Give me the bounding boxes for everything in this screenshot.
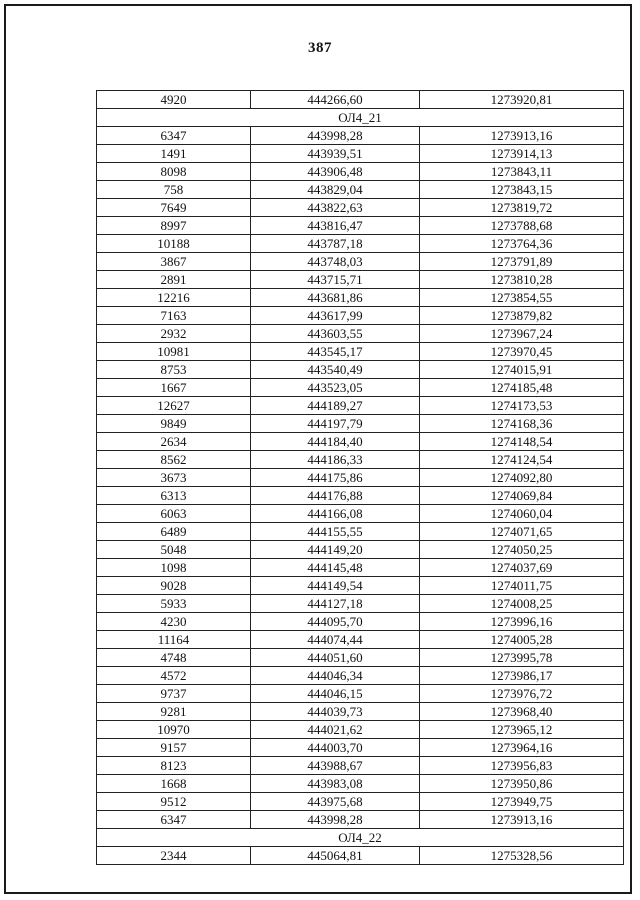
table-row: [97, 505, 624, 523]
point-number-cell: 6489: [97, 523, 251, 541]
y-coordinate-cell: 1274185,48: [420, 379, 624, 397]
point-number-cell: 11164: [97, 631, 251, 649]
table-row: [97, 541, 624, 559]
y-coordinate-cell: 1273995,78: [420, 649, 624, 667]
table-row: [97, 523, 624, 541]
x-coordinate-cell: 444021,62: [251, 721, 420, 739]
table-row: [97, 181, 624, 199]
x-coordinate-cell: 443787,18: [251, 235, 420, 253]
table-row: [97, 91, 624, 109]
point-number-cell: 8123: [97, 757, 251, 775]
y-coordinate-cell: 1274069,84: [420, 487, 624, 505]
y-coordinate-cell: 1273956,83: [420, 757, 624, 775]
y-coordinate-cell: 1273965,12: [420, 721, 624, 739]
x-coordinate-cell: 443975,68: [251, 793, 420, 811]
y-coordinate-cell: 1274092,80: [420, 469, 624, 487]
x-coordinate-cell: 443681,86: [251, 289, 420, 307]
point-number-cell: 4572: [97, 667, 251, 685]
table-row: [97, 595, 624, 613]
table-row: [97, 487, 624, 505]
y-coordinate-cell: 1273970,45: [420, 343, 624, 361]
table-row: [97, 757, 624, 775]
x-coordinate-cell: 444155,55: [251, 523, 420, 541]
y-coordinate-cell: 1274005,28: [420, 631, 624, 649]
table-row: [97, 667, 624, 685]
x-coordinate-cell: 443545,17: [251, 343, 420, 361]
point-number-cell: 9512: [97, 793, 251, 811]
point-number-cell: 8997: [97, 217, 251, 235]
table-row: [97, 469, 624, 487]
x-coordinate-cell: 444039,73: [251, 703, 420, 721]
y-coordinate-cell: 1273967,24: [420, 325, 624, 343]
table-row: [97, 289, 624, 307]
coordinates-table: [96, 90, 624, 865]
x-coordinate-cell: 445064,81: [251, 847, 420, 865]
table-row: [97, 811, 624, 829]
point-number-cell: 9849: [97, 415, 251, 433]
table-row: [97, 433, 624, 451]
point-number-cell: 8562: [97, 451, 251, 469]
y-coordinate-cell: 1273996,16: [420, 613, 624, 631]
x-coordinate-cell: 444266,60: [251, 91, 420, 109]
x-coordinate-cell: 444145,48: [251, 559, 420, 577]
y-coordinate-cell: 1273879,82: [420, 307, 624, 325]
table-row: [97, 415, 624, 433]
table-row: [97, 721, 624, 739]
point-number-cell: 6347: [97, 127, 251, 145]
table-row: [97, 559, 624, 577]
y-coordinate-cell: 1273986,17: [420, 667, 624, 685]
point-number-cell: 7163: [97, 307, 251, 325]
point-number-cell: 9028: [97, 577, 251, 595]
table-row: [97, 397, 624, 415]
table-row: [97, 379, 624, 397]
point-number-cell: 4230: [97, 613, 251, 631]
y-coordinate-cell: 1273791,89: [420, 253, 624, 271]
y-coordinate-cell: 1273976,72: [420, 685, 624, 703]
x-coordinate-cell: 443983,08: [251, 775, 420, 793]
y-coordinate-cell: 1273920,81: [420, 91, 624, 109]
table-row: [97, 847, 624, 865]
section-label: ОЛ4_22: [97, 829, 624, 847]
y-coordinate-cell: 1274011,75: [420, 577, 624, 595]
section-label: ОЛ4_21: [97, 109, 624, 127]
page-number: 387: [308, 40, 332, 56]
point-number-cell: 10970: [97, 721, 251, 739]
point-number-cell: 2634: [97, 433, 251, 451]
point-number-cell: 1491: [97, 145, 251, 163]
y-coordinate-cell: 1273950,86: [420, 775, 624, 793]
point-number-cell: 12216: [97, 289, 251, 307]
y-coordinate-cell: 1273819,72: [420, 199, 624, 217]
point-number-cell: 6313: [97, 487, 251, 505]
y-coordinate-cell: 1275328,56: [420, 847, 624, 865]
y-coordinate-cell: 1273788,68: [420, 217, 624, 235]
point-number-cell: 9737: [97, 685, 251, 703]
y-coordinate-cell: 1274015,91: [420, 361, 624, 379]
table-row: [97, 451, 624, 469]
table-row: [97, 217, 624, 235]
x-coordinate-cell: 444186,33: [251, 451, 420, 469]
point-number-cell: 7649: [97, 199, 251, 217]
table-row: [97, 271, 624, 289]
section-header-row: [97, 109, 624, 127]
table-row: [97, 325, 624, 343]
point-number-cell: 4920: [97, 91, 251, 109]
x-coordinate-cell: 443988,67: [251, 757, 420, 775]
y-coordinate-cell: 1274148,54: [420, 433, 624, 451]
y-coordinate-cell: 1274008,25: [420, 595, 624, 613]
y-coordinate-cell: 1273913,16: [420, 811, 624, 829]
table-row: [97, 163, 624, 181]
x-coordinate-cell: 444095,70: [251, 613, 420, 631]
table-row: [97, 361, 624, 379]
y-coordinate-cell: 1273810,28: [420, 271, 624, 289]
table-row: [97, 235, 624, 253]
x-coordinate-cell: 443998,28: [251, 811, 420, 829]
x-coordinate-cell: 443939,51: [251, 145, 420, 163]
table-row: [97, 685, 624, 703]
x-coordinate-cell: 443748,03: [251, 253, 420, 271]
x-coordinate-cell: 444051,60: [251, 649, 420, 667]
coordinates-table-body: [97, 91, 624, 865]
x-coordinate-cell: 444074,44: [251, 631, 420, 649]
table-row: [97, 577, 624, 595]
x-coordinate-cell: 443822,63: [251, 199, 420, 217]
point-number-cell: 9157: [97, 739, 251, 757]
point-number-cell: 10188: [97, 235, 251, 253]
y-coordinate-cell: 1273913,16: [420, 127, 624, 145]
x-coordinate-cell: 444175,86: [251, 469, 420, 487]
point-number-cell: 1667: [97, 379, 251, 397]
y-coordinate-cell: 1273854,55: [420, 289, 624, 307]
point-number-cell: 6063: [97, 505, 251, 523]
x-coordinate-cell: 444176,88: [251, 487, 420, 505]
point-number-cell: 2932: [97, 325, 251, 343]
x-coordinate-cell: 444189,27: [251, 397, 420, 415]
y-coordinate-cell: 1274124,54: [420, 451, 624, 469]
x-coordinate-cell: 444184,40: [251, 433, 420, 451]
point-number-cell: 3867: [97, 253, 251, 271]
point-number-cell: 9281: [97, 703, 251, 721]
x-coordinate-cell: 443715,71: [251, 271, 420, 289]
y-coordinate-cell: 1273843,15: [420, 181, 624, 199]
section-header-row: [97, 829, 624, 847]
point-number-cell: 8753: [97, 361, 251, 379]
y-coordinate-cell: 1273964,16: [420, 739, 624, 757]
x-coordinate-cell: 443816,47: [251, 217, 420, 235]
table-row: [97, 739, 624, 757]
x-coordinate-cell: 444149,54: [251, 577, 420, 595]
table-row: [97, 343, 624, 361]
point-number-cell: 1668: [97, 775, 251, 793]
table-row: [97, 199, 624, 217]
point-number-cell: 10981: [97, 343, 251, 361]
x-coordinate-cell: 444149,20: [251, 541, 420, 559]
point-number-cell: 6347: [97, 811, 251, 829]
point-number-cell: 3673: [97, 469, 251, 487]
x-coordinate-cell: 443998,28: [251, 127, 420, 145]
y-coordinate-cell: 1273968,40: [420, 703, 624, 721]
table-row: [97, 145, 624, 163]
point-number-cell: 8098: [97, 163, 251, 181]
y-coordinate-cell: 1273764,36: [420, 235, 624, 253]
point-number-cell: 5933: [97, 595, 251, 613]
table-row: [97, 649, 624, 667]
y-coordinate-cell: 1274060,04: [420, 505, 624, 523]
x-coordinate-cell: 444127,18: [251, 595, 420, 613]
x-coordinate-cell: 443617,99: [251, 307, 420, 325]
point-number-cell: 1098: [97, 559, 251, 577]
table-row: [97, 775, 624, 793]
y-coordinate-cell: 1273914,13: [420, 145, 624, 163]
x-coordinate-cell: 443603,55: [251, 325, 420, 343]
point-number-cell: 4748: [97, 649, 251, 667]
point-number-cell: 5048: [97, 541, 251, 559]
table-row: [97, 127, 624, 145]
x-coordinate-cell: 444046,34: [251, 667, 420, 685]
table-row: [97, 613, 624, 631]
y-coordinate-cell: 1273949,75: [420, 793, 624, 811]
table-row: [97, 307, 624, 325]
y-coordinate-cell: 1274173,53: [420, 397, 624, 415]
y-coordinate-cell: 1274050,25: [420, 541, 624, 559]
y-coordinate-cell: 1274037,69: [420, 559, 624, 577]
table-row: [97, 703, 624, 721]
x-coordinate-cell: 444197,79: [251, 415, 420, 433]
x-coordinate-cell: 444166,08: [251, 505, 420, 523]
y-coordinate-cell: 1273843,11: [420, 163, 624, 181]
x-coordinate-cell: 444046,15: [251, 685, 420, 703]
point-number-cell: 2344: [97, 847, 251, 865]
y-coordinate-cell: 1274071,65: [420, 523, 624, 541]
point-number-cell: 12627: [97, 397, 251, 415]
table-row: [97, 253, 624, 271]
x-coordinate-cell: 444003,70: [251, 739, 420, 757]
point-number-cell: 758: [97, 181, 251, 199]
y-coordinate-cell: 1274168,36: [420, 415, 624, 433]
x-coordinate-cell: 443906,48: [251, 163, 420, 181]
x-coordinate-cell: 443540,49: [251, 361, 420, 379]
point-number-cell: 2891: [97, 271, 251, 289]
table-row: [97, 631, 624, 649]
table-row: [97, 793, 624, 811]
x-coordinate-cell: 443523,05: [251, 379, 420, 397]
x-coordinate-cell: 443829,04: [251, 181, 420, 199]
